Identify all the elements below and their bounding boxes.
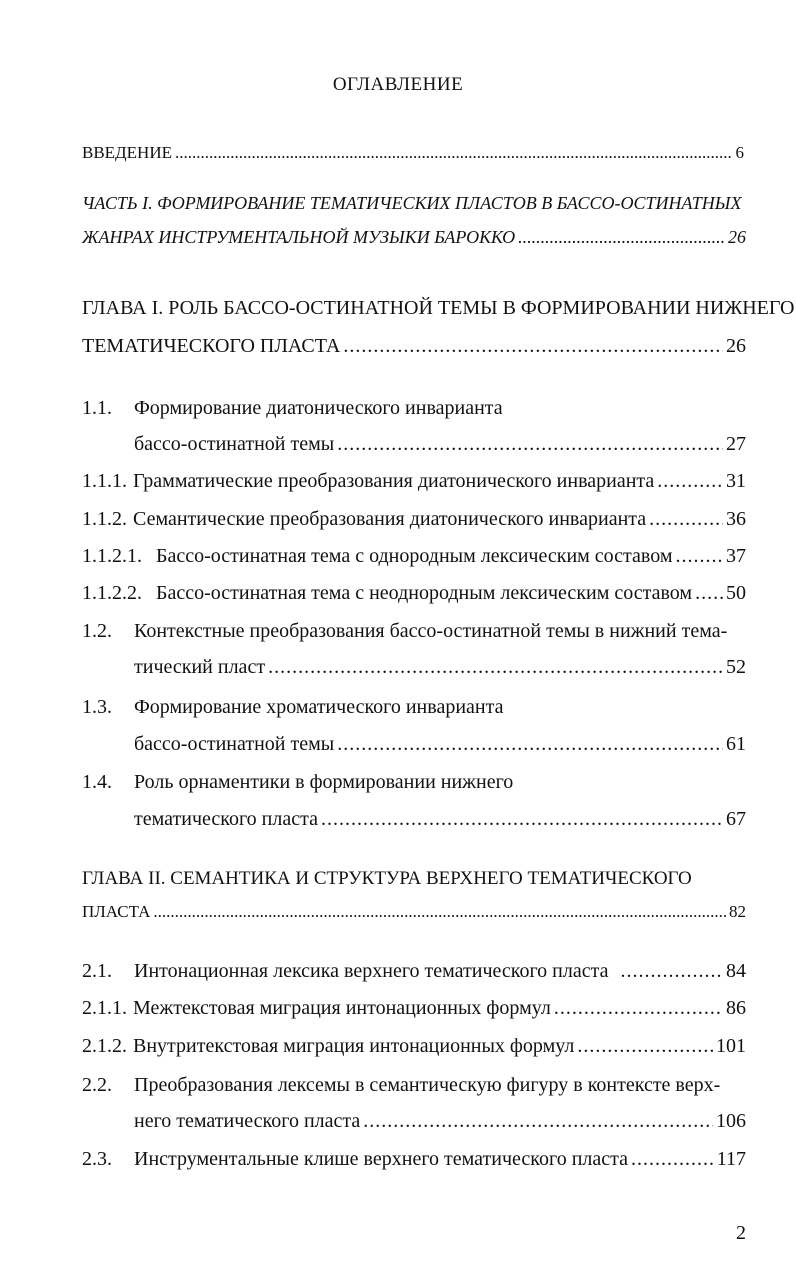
toc-page: 86 — [726, 997, 746, 1019]
toc-num: 1.1. — [82, 397, 112, 419]
toc-s1-3-line1: Формирование хроматического инварианта — [134, 696, 504, 718]
toc-s2-3[interactable] — [82, 1148, 746, 1171]
leader-dots — [554, 997, 723, 1020]
leader-dots — [631, 1148, 714, 1171]
toc-s1-1-2-2[interactable] — [82, 582, 746, 605]
toc-entry-text: тический пласт — [134, 656, 266, 678]
toc-num: 2.1. — [82, 960, 112, 982]
leader-dots — [518, 227, 725, 248]
toc-page: 101 — [716, 1035, 746, 1057]
toc-s2-2[interactable] — [134, 1110, 746, 1133]
leader-dots — [649, 508, 723, 531]
toc-num: 1.1.1. — [82, 470, 127, 492]
toc-s2-1-2[interactable] — [82, 1035, 746, 1058]
toc-chapter2-line1: ГЛАВА II. СЕМАНТИКА И СТРУКТУРА ВЕРХНЕГО ТЕМАТИЧЕСКОГО — [82, 868, 692, 889]
toc-part1[interactable] — [82, 227, 746, 248]
toc-chapter2[interactable] — [82, 902, 746, 922]
toc-s1-1-2[interactable] — [82, 508, 746, 531]
toc-page: 82 — [729, 902, 746, 921]
toc-num: 1.1.2. — [82, 508, 127, 530]
toc-entry-text: него тематического пласта — [134, 1110, 361, 1132]
toc-s1-1[interactable] — [134, 433, 746, 456]
toc-entry-text: Внутритекстовая миграция интонационных формул — [133, 1035, 575, 1057]
toc-entry-text: бассо-остинатной темы — [134, 733, 335, 755]
leader-dots — [620, 960, 723, 983]
toc-page: 67 — [726, 808, 746, 830]
toc-s2-1[interactable] — [82, 960, 746, 983]
toc-num: 1.2. — [82, 620, 112, 642]
leader-dots — [337, 733, 723, 756]
toc-page: 84 — [726, 960, 746, 982]
toc-entry-text: Грамматические преобразования диатонического инварианта — [133, 470, 655, 492]
leader-dots — [321, 808, 723, 831]
page-title: ОГЛАВЛЕНИЕ — [332, 74, 464, 95]
toc-s1-2-line1: Контекстные преобразования бассо-остинатной темы в нижний тема- — [134, 620, 728, 642]
toc-page: 36 — [726, 508, 746, 530]
toc-page: 27 — [726, 433, 746, 455]
page-number: 2 — [736, 1222, 746, 1244]
leader-dots — [153, 902, 726, 922]
leader-dots — [577, 1035, 713, 1058]
toc-s1-4-line1: Роль орнаментики в формировании нижнего — [134, 771, 514, 793]
toc-entry-text: ВВЕДЕНИЕ — [82, 143, 172, 162]
toc-chapter1-line1: ГЛАВА I. РОЛЬ БАССО-ОСТИНАТНОЙ ТЕМЫ В ФОРМИРОВАНИИ НИЖНЕГО — [82, 297, 795, 319]
toc-entry-text: бассо-остинатной темы — [134, 433, 335, 455]
toc-num: 2.1.2. — [82, 1035, 127, 1057]
toc-intro[interactable] — [82, 143, 744, 163]
toc-num: 2.2. — [82, 1074, 112, 1096]
toc-s1-4[interactable] — [134, 808, 746, 831]
toc-page: 31 — [726, 470, 746, 492]
toc-entry-text: Бассо-остинатная тема с однородным лексическим составом — [156, 545, 673, 567]
leader-dots — [676, 545, 723, 568]
toc-entry-text: ТЕМАТИЧЕСКОГО ПЛАСТА — [82, 335, 341, 357]
toc-page: 61 — [726, 733, 746, 755]
toc-s1-1-2-1[interactable] — [82, 545, 746, 568]
toc-entry-text: Межтекстовая миграция интонационных формул — [133, 997, 551, 1019]
toc-page: 50 — [726, 582, 746, 604]
toc-num: 2.1.1. — [82, 997, 127, 1019]
toc-page: 117 — [716, 1148, 746, 1170]
toc-entry-text: Инструментальные клише верхнего тематического пласта — [134, 1148, 628, 1170]
toc-page: 37 — [726, 545, 746, 567]
toc-page: 26 — [726, 335, 746, 357]
toc-s1-1-1[interactable] — [82, 470, 746, 493]
leader-dots — [343, 335, 723, 358]
leader-dots — [268, 656, 723, 679]
toc-page: 52 — [726, 656, 746, 678]
toc-num: 1.4. — [82, 771, 112, 793]
leader-dots — [363, 1110, 713, 1133]
toc-page: 26 — [728, 227, 746, 247]
toc-s1-3[interactable] — [134, 733, 746, 756]
toc-num: 1.1.2.1. — [82, 545, 142, 567]
toc-num: 1.3. — [82, 696, 112, 718]
toc-page: 106 — [716, 1110, 746, 1132]
toc-entry-text: Семантические преобразования диатонического инварианта — [133, 508, 647, 530]
toc-chapter1[interactable] — [82, 335, 746, 358]
leader-dots — [657, 470, 723, 493]
toc-page: 6 — [735, 143, 744, 162]
toc-entry-text: Бассо-остинатная тема с неоднородным лексическим составом — [156, 582, 693, 604]
toc-s1-2[interactable] — [134, 656, 746, 679]
toc-entry-text: Интонационная лексика верхнего тематического пласта — [134, 960, 609, 982]
toc-s1-1-line1: Формирование диатонического инварианта — [134, 397, 503, 419]
leader-dots — [175, 143, 733, 163]
leader-dots — [695, 582, 723, 605]
toc-entry-text: ПЛАСТА — [82, 902, 151, 921]
toc-s2-2-line1: Преобразования лексемы в семантическую фигуру в контексте верх- — [134, 1074, 721, 1096]
toc-part1-line1: ЧАСТЬ I. ФОРМИРОВАНИЕ ТЕМАТИЧЕСКИХ ПЛАСТОВ В БАССО-ОСТИНАТНЫХ — [82, 193, 742, 213]
toc-entry-text: ЖАНРАХ ИНСТРУМЕНТАЛЬНОЙ МУЗЫКИ БАРОККО — [82, 227, 516, 247]
toc-s2-1-1[interactable] — [82, 997, 746, 1020]
toc-num: 1.1.2.2. — [82, 582, 142, 604]
leader-dots — [337, 433, 723, 456]
toc-num: 2.3. — [82, 1148, 112, 1170]
toc-entry-text: тематического пласта — [134, 808, 318, 830]
